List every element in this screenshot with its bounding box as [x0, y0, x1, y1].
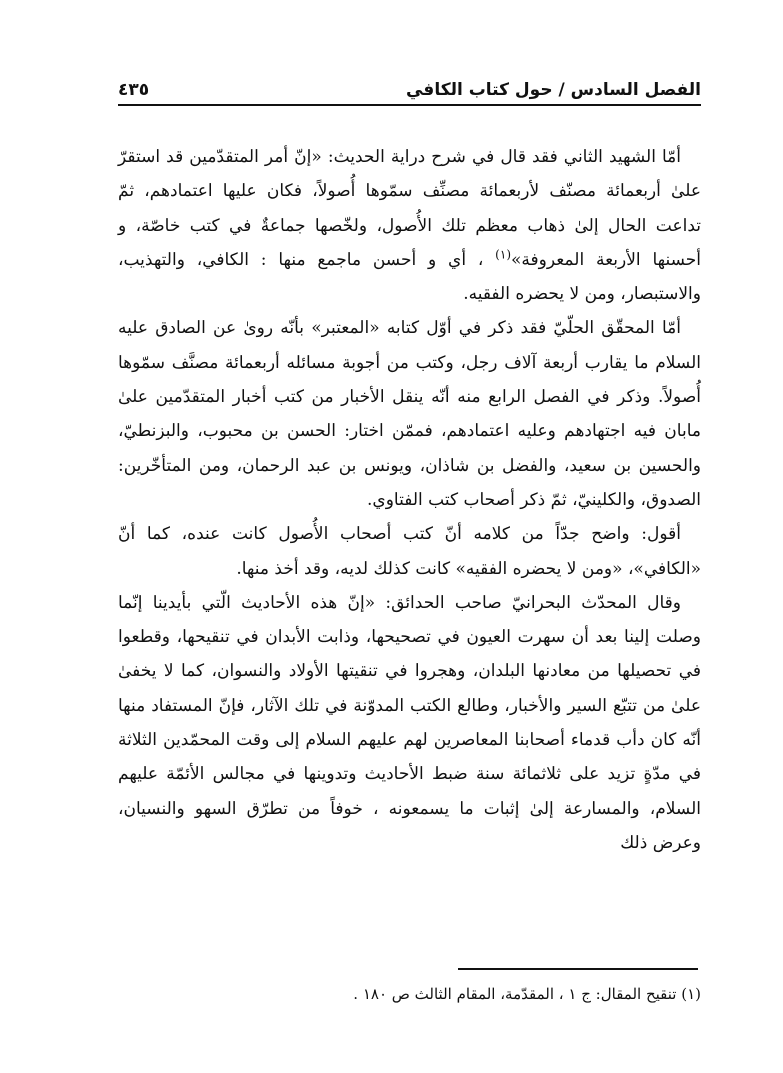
paragraph-4: وقال المحدّث البحرانيّ صاحب الحدائق: «إنّ هذه الأحاديث الّتي بأيدينا إنّما وصلت إلينا بعد أن سهرت العيون في تصحيحها، وذابت الأبدان في تنقيحها، وقطعوا في تحصيلها من معادنها البلدان، وهجروا في تنقيتها الأولاد والنسوان، كما لا يخفىٰ علىٰ من تتبّع السير والأخبار، وطالع الكتب المدوّنة في تلك الآثار، فإنّ المستفاد منها أنّه كان دأب قدماء أصحابنا المعاصرين لهم عليهم السلام إلى وقت المحمّدين الثلاثة في مدّةٍ تزيد على ثلاثمائة سنة ضبط الأحاديث وتدوينها في مجالس الأئمّة عليهم السلام، والمسارعة إلىٰ إثبات ما يسمعونه ، خوفاً من تطرّق السهو والنسيان، وعرض ذلك — [118, 592, 701, 853]
header-rule — [118, 104, 701, 106]
footnote-ref-1: (١) — [495, 247, 511, 262]
body-text — [118, 140, 701, 860]
paragraph-1-continuation: ، أي و أحسن ماجمع منها : الكافي، والتهذيب، والاستبصار، ومن لا يحضره الفقيه. — [118, 249, 701, 305]
running-header — [118, 72, 701, 100]
footnote: (١) تنقيح المقال: ج ١ ، المقدّمة، المقام الثالث ص ١٨٠ . — [353, 985, 701, 1003]
paragraph-2: أمّا المحقّق الحلّيّ فقد ذكر في أوّل كتابه «المعتبر» بأنّه رویٰ عن الصادق عليه السلام ما يقارب أربعة آلاف رجل، وكتب من أجوبة مسائله أربعمائة مصنَّف سمّوها أُصولاً. وذكر في الفصل الرابع منه أنّه ينقل الأخبار من كتب أخبار المتقدّمين علىٰ مابان فيه اجتهادهم وعليه اعتمادهم، فممّن اختار: الحسن بن محبوب، والبزنطيّ، والحسين بن سعيد، والفضل بن شاذان، ويونس بن عبد الرحمان، ومن المتأخّرين: الصدوق، والكلينيّ، ثمّ ذكر أصحاب كتب الفتاوي. — [118, 318, 701, 510]
paragraph-1-text: أمّا الشهيد الثاني فقد قال في شرح دراية الحديث: «إنّ أمر المتقدّمين قد استقرّ علىٰ أربعمائة مصنّف لأربعمائة مصنِّف سمّوها أُصولاً، فكان عليها اعتمادهم، ثمّ تداعت الحال إلىٰ ذهاب معظم تلك الأُصول، ولخّصها جماعةٌ في كتب خاصّة، و أحسنها الأربعة المعروفة» — [118, 147, 701, 270]
paragraph-1 — [118, 140, 701, 311]
chapter-title: الفصل السادس / حول كتاب الكافي — [405, 80, 701, 100]
paragraph-3: أقول: واضح جدّاً من كلامه أنّ كتب أصحاب الأُصول كانت عنده، كما أنّ «الكافي»، «ومن لا يحضره الفقيه» كانت كذلك لديه، وقد أخذ منها. — [118, 524, 701, 579]
page-number: ٤٣٥ — [118, 80, 150, 100]
footnote-rule — [458, 968, 698, 970]
